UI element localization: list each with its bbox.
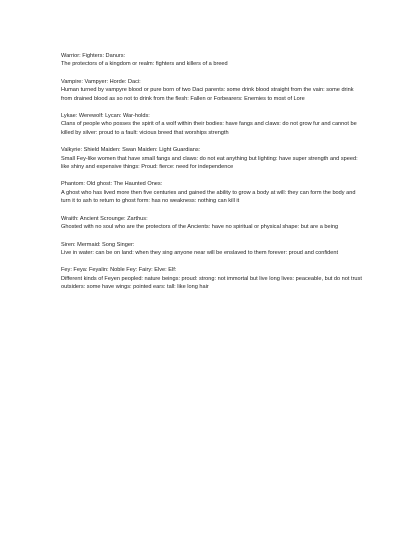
- entry-title: Wraith: Ancient Scrounge: Zarthus:: [61, 215, 148, 222]
- entry-description: The protectors of a kingdom or realm: fighters and killers of a breed: [61, 61, 228, 68]
- entry-title: Lykae: Werewolf: Lycan: War-holds:: [61, 113, 150, 120]
- entry-description: Clans of people who posses the spirit of a wolf within their bodies: have fangs and claws: do not grow fur and cannot be killed by silver: proud to a fault: vicious breed that worships strength: [61, 121, 357, 136]
- entry-title: Vampire: Vampyer: Horde: Daci:: [61, 78, 141, 85]
- entry-warrior: [61, 52, 363, 69]
- entry-description: Different kinds of Feyen peopled: nature beings: proud: strong: not immortal but live long lives: peaceable, but do not trust outsiders: some have wings: pointed ears: tall: like long hair: [61, 275, 362, 291]
- entry-wraith: [61, 215, 363, 232]
- entry-fey: [61, 266, 363, 291]
- entry-description: Human turned by vampyre blood or pure born of two Daci parents: some drink blood straight from the vain: some drink from drained blood as so not to drink from the flesh: Fallen or Forbearers: Enemies to most of Lore: [61, 87, 354, 102]
- entry-description: Live in water: can be on land: when they sing anyone near will be enslaved to them forever: proud and confident: [61, 249, 339, 256]
- entry-description: Small Fey-like women that have small fangs and claws: do not eat anything but lighting: have super strength and speed: like shiny and expensive things: Proud: fierce: need for independence: [61, 155, 358, 171]
- entry-title: Warrior: Fighters: Danurs:: [61, 53, 126, 59]
- entry-valkyrie: [61, 146, 363, 171]
- entry-description: A ghost who has lived more then five centuries and gained the ability to grow a body at will: they can form the body and turn it to ash to return to ghost form: has no weakness: nothing can kill it: [61, 189, 356, 205]
- entry-title: Fey: Feya: Feyalin: Noble Fey: Fairy: Elve: Elf:: [61, 267, 177, 274]
- entry-title: Phantom: Old ghost: The Haunted Ones:: [61, 181, 163, 188]
- entry-description: Ghosted with no soul who are the protectors of the Ancients: have no spiritual or physical shape: but are a being: [61, 224, 339, 231]
- entry-phantom: [61, 180, 363, 205]
- entry-siren: [61, 241, 363, 258]
- entry-title: Valkyrie: Shield Maiden: Swan Maiden: Light Guardians:: [61, 147, 201, 154]
- entry-lykae: [61, 112, 363, 137]
- document-body: [61, 52, 363, 301]
- entry-title: Siren: Mermaid: Song Singer:: [61, 241, 135, 248]
- entry-vampire: [61, 78, 363, 103]
